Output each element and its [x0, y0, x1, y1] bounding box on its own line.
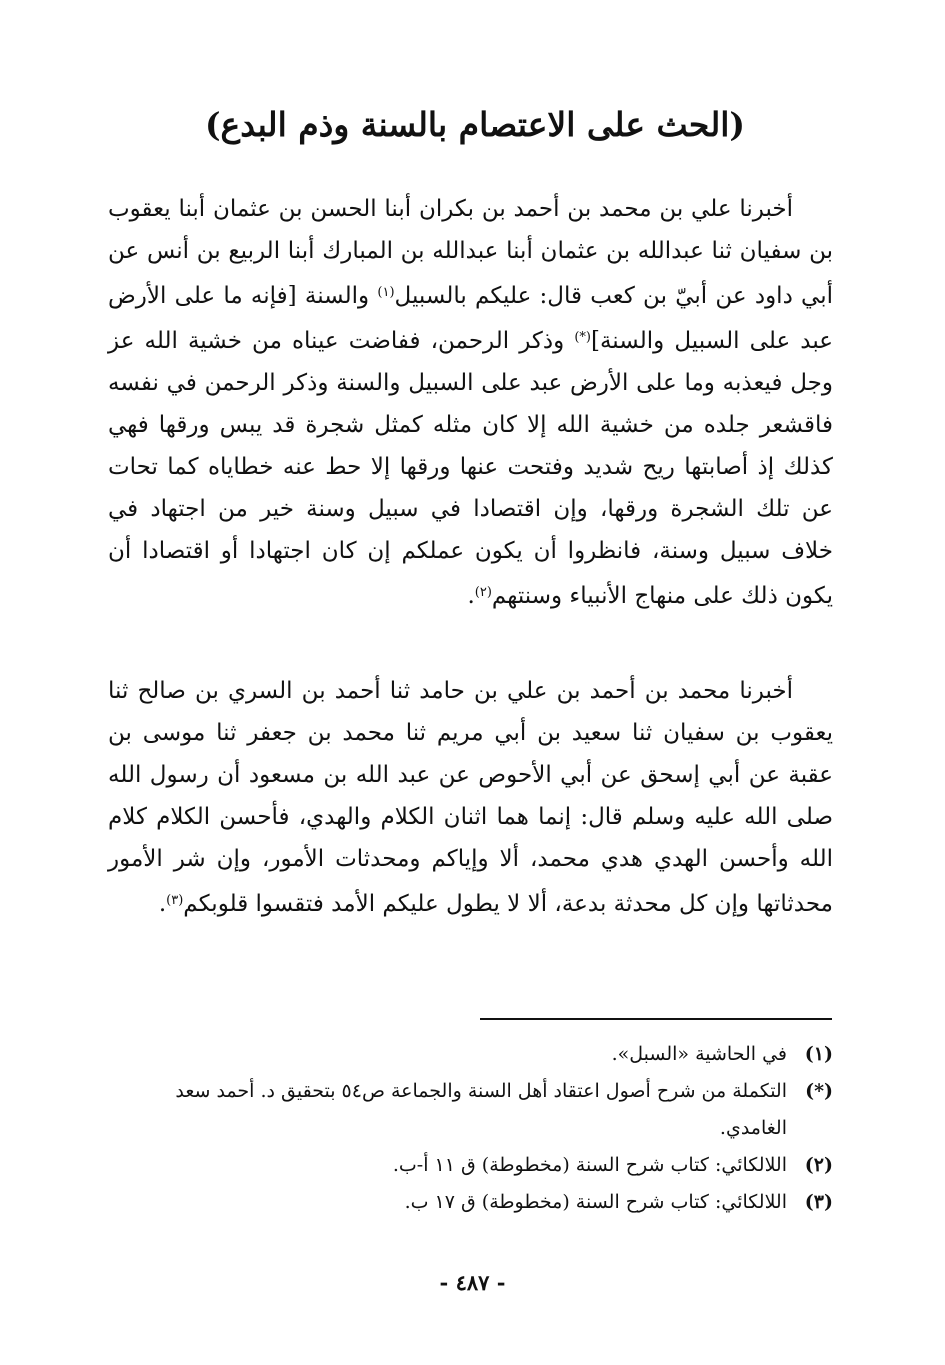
paragraph-2 — [108, 670, 833, 925]
paragraph-1-end: . — [467, 583, 475, 609]
footnote-marker: (٢) — [804, 1154, 833, 1176]
footnote-ref-3: (٣) — [166, 893, 184, 908]
footnote-item — [108, 1036, 833, 1073]
page-number: - ٤٨٧ - — [439, 1270, 506, 1295]
section-title: (الحث على الاعتصام بالسنة وذم البدع) — [204, 105, 746, 144]
footnote-marker: (١) — [804, 1043, 833, 1065]
paragraph-2-end: . — [158, 891, 167, 917]
footnote-item — [108, 1073, 833, 1147]
paragraph-2-text-1: أخبرنا محمد بن أحمد بن علي بن حامد ثنا أحمد بن السري بن صالح ثنا يعقوب بن سفيان ثنا سعيد بن أبي مريم ثنا محمد بن جعفر ثنا موسى بن عقبة عن أبي إسحق عن أبي الأحوص عن عبد الله بن مسعود أن رسول الله صلى الله عليه وسلم قال: إنما هما اثنان الكلام والهدي، فأحسن الكلام كلام الله وأحسن الهدي هدي محمد، ألا وإياكم ومحدثات الأمور، وإن شر الأمور محدثاتها وإن كل محدثة بدعة، ألا لا يطول عليكم الأمد فتقسوا قلوبكم — [108, 678, 833, 917]
footnote-item — [108, 1184, 833, 1221]
footnote-text: التكملة من شرح أصول اعتقاد أهل السنة والجماعة ص٥٤ بتحقيق د. أحمد سعد الغامدي. — [175, 1080, 787, 1139]
footnote-ref-2: (٢) — [474, 585, 492, 600]
footnote-ref-1: (١) — [377, 285, 395, 300]
footnote-ref-star: (*) — [574, 330, 591, 345]
paragraph-1-text-2: والسنة [فإنه ما على الأرض عبد على السبيل والسنة] — [108, 283, 834, 354]
paragraph-1 — [108, 188, 833, 617]
paragraph-1-text-3: وذكر الرحمن، ففاضت عيناه من خشية الله عز وجل فيعذبه وما على الأرض عبد على السبيل والسنة وذكر الرحمن في نفسه فاقشعر جلده من خشية الله إلا كان مثله كمثل شجرة قد يبس ورقها فهي كذلك إذ أصابتها ريح شديد وفتحت عنها ورقها إلا حط عنه خطاياه كما تحات عن تلك الشجرة ورقها، وإن اقتصادا في سبيل وسنة خير من اجتهاد في خلاف سبيل وسنة، فانظروا أن يكون عملكم إن كان اجتهادا أو اقتصادا أن يكون ذلك على منهاج الأنبياء وسنتهم — [108, 328, 833, 609]
footnote-marker: (*) — [805, 1080, 833, 1102]
paragraph-1-text-1: أخبرنا علي بن محمد بن أحمد بن بكران أبنا الحسن بن عثمان أبنا يعقوب بن سفيان ثنا عبدالله بن عثمان أبنا عبدالله بن المبارك أبنا الربيع بن أنس عن أبي داود عن أبيّ بن كعب قال: عليكم بالسبيل — [108, 196, 834, 309]
footnote-marker: (٣) — [804, 1191, 833, 1213]
footnote-text: اللالكائي: كتاب شرح السنة (مخطوطة) ق ١٧ ب. — [404, 1191, 787, 1213]
footnote-text: اللالكائي: كتاب شرح السنة (مخطوطة) ق ١١ أ-ب. — [392, 1154, 787, 1176]
footnote-divider — [480, 1018, 832, 1020]
footnote-item — [108, 1147, 833, 1184]
footnote-text: في الحاشية «السبل». — [611, 1043, 787, 1065]
footnotes-list — [108, 1036, 833, 1221]
